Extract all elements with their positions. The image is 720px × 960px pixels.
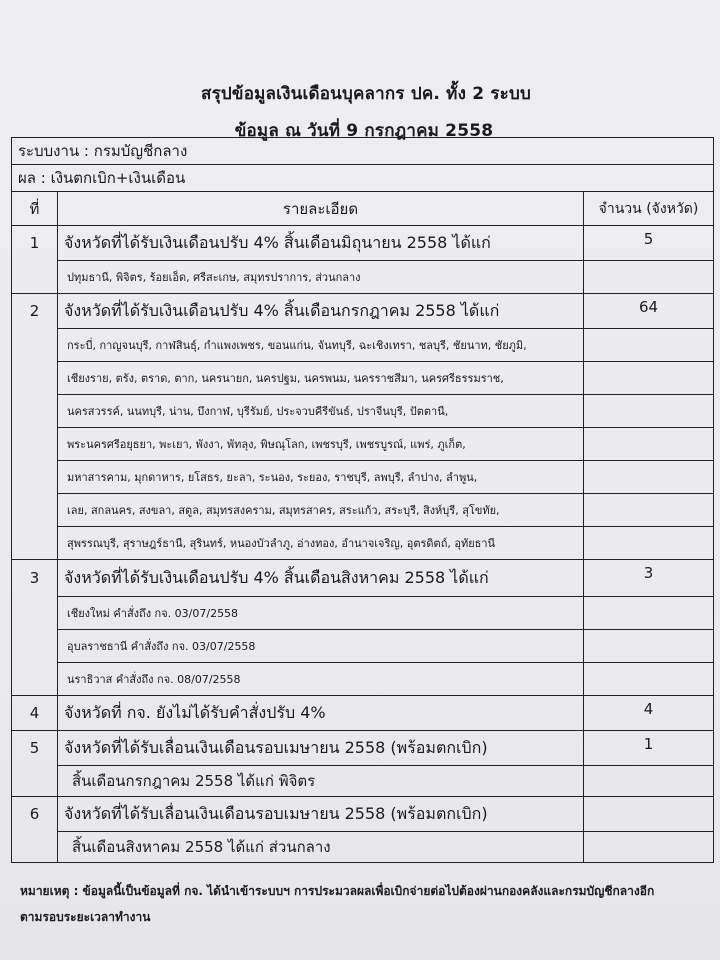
row-sub-detail: เชียงใหม่ คำสั่งถึง กจ. 03/07/2558: [58, 597, 584, 630]
row-sub-detail: สุพรรณบุรี, สุราษฎร์ธานี, สุรินทร์, หนองบัวลำภู, อ่างทอง, อำนาจเจริญ, อุตรดิตถ์, อุทัยธานี: [58, 527, 584, 560]
row-number-blank: [12, 527, 58, 560]
result-row: [12, 165, 714, 192]
row-detail: จังหวัดที่ได้รับเลื่อนเงินเดือนรอบเมษายน 2558 (พร้อมตกเบิก): [58, 797, 584, 832]
row-number-blank: [12, 395, 58, 428]
row-amount-blank: [584, 663, 714, 696]
row-sub-detail: กระบี่, กาญจนบุรี, กาฬสินธุ์, กำแพงเพชร, ขอนแก่น, จันทบุรี, ฉะเชิงเทรา, ชลบุรี, ชัยนาท, ชัยภูมิ,: [58, 329, 584, 362]
row-sub-detail: นราธิวาส คำสั่งถึง กจ. 08/07/2558: [58, 663, 584, 696]
table-row: [12, 560, 714, 597]
row-amount: 5: [584, 226, 714, 261]
row-amount-blank: [584, 428, 714, 461]
summary-table: [11, 137, 714, 863]
row-amount-blank: [584, 766, 714, 797]
row-amount-blank: [584, 261, 714, 294]
row-sub-detail: นครสวรรค์, นนทบุรี, น่าน, บึงกาฬ, บุรีรัมย์, ประจวบคีรีขันธ์, ปราจีนบุรี, ปัตตานี,: [58, 395, 584, 428]
row-number-blank: [12, 329, 58, 362]
row-detail: จังหวัดที่ได้รับเงินเดือนปรับ 4% สิ้นเดือนมิถุนายน 2558 ได้แก่: [58, 226, 584, 261]
table-subrow: [12, 527, 714, 560]
row-number-blank: [12, 832, 58, 863]
row-number-blank: [12, 630, 58, 663]
system-row: [12, 138, 714, 165]
row-amount-blank: [584, 461, 714, 494]
table-body: [12, 226, 714, 863]
row-number: 1: [12, 226, 58, 261]
row-number: 3: [12, 560, 58, 597]
table-subrow: [12, 261, 714, 294]
row-number-blank: [12, 461, 58, 494]
system-label: ระบบงาน : กรมบัญชีกลาง: [12, 138, 714, 165]
row-detail: จังหวัดที่ กจ. ยังไม่ได้รับคำสั่งปรับ 4%: [58, 696, 584, 731]
row-detail: จังหวัดที่ได้รับเลื่อนเงินเดือนรอบเมษายน 2558 (พร้อมตกเบิก): [58, 731, 584, 766]
table-subrow: [12, 494, 714, 527]
row-number-blank: [12, 428, 58, 461]
row-number: 5: [12, 731, 58, 766]
report-title: สรุปข้อมูลเงินเดือนบุคลากร ปค. ทั้ง 2 ระบบ: [201, 84, 531, 104]
row-amount-blank: [584, 329, 714, 362]
table-subrow: [12, 362, 714, 395]
row-amount: [584, 797, 714, 832]
row-number-blank: [12, 362, 58, 395]
table-header: [12, 192, 714, 226]
header-amount: จำนวน (จังหวัด): [584, 192, 714, 226]
result-label: ผล : เงินตกเบิก+เงินเดือน: [12, 165, 714, 192]
row-number-blank: [12, 663, 58, 696]
row-amount-blank: [584, 630, 714, 663]
row-amount: 1: [584, 731, 714, 766]
table-subrow: [12, 766, 714, 797]
row-number-blank: [12, 261, 58, 294]
row-amount: 4: [584, 696, 714, 731]
row-detail: จังหวัดที่ได้รับเงินเดือนปรับ 4% สิ้นเดือนสิงหาคม 2558 ได้แก่: [58, 560, 584, 597]
row-detail: จังหวัดที่ได้รับเงินเดือนปรับ 4% สิ้นเดือนกรกฎาคม 2558 ได้แก่: [58, 294, 584, 329]
footnote-line-2: ตามรอบระยะเวลาทำงาน: [20, 910, 151, 924]
table-subrow: [12, 832, 714, 863]
table-row: [12, 226, 714, 261]
row-amount-blank: [584, 832, 714, 863]
row-number-blank: [12, 597, 58, 630]
table-row: [12, 797, 714, 832]
table-subrow: [12, 663, 714, 696]
row-sub-detail: ปทุมธานี, พิจิตร, ร้อยเอ็ด, ศรีสะเกษ, สมุทรปราการ, ส่วนกลาง: [58, 261, 584, 294]
header-no: ที่: [12, 192, 58, 226]
table-subrow: [12, 461, 714, 494]
row-number: 2: [12, 294, 58, 329]
row-amount: 3: [584, 560, 714, 597]
table-subrow: [12, 630, 714, 663]
row-amount-blank: [584, 597, 714, 630]
table-subrow: [12, 428, 714, 461]
row-sub-detail: เชียงราย, ตรัง, ตราด, ตาก, นครนายก, นครปฐม, นครพนม, นครราชสีมา, นครศรีธรรมราช,: [58, 362, 584, 395]
footnote: [20, 878, 710, 930]
table-row: [12, 696, 714, 731]
header-detail: รายละเอียด: [58, 192, 584, 226]
row-amount-blank: [584, 494, 714, 527]
row-amount-blank: [584, 395, 714, 428]
row-number: 6: [12, 797, 58, 832]
table-row: [12, 731, 714, 766]
row-number-blank: [12, 766, 58, 797]
row-sub-detail: อุบลราชธานี คำสั่งถึง กจ. 03/07/2558: [58, 630, 584, 663]
table-row: [12, 294, 714, 329]
row-amount-blank: [584, 527, 714, 560]
table-subrow: [12, 597, 714, 630]
row-sub-detail: พระนครศรีอยุธยา, พะเยา, พังงา, พัทลุง, พิษณุโลก, เพชรบุรี, เพชรบูรณ์, แพร่, ภูเก็ต,: [58, 428, 584, 461]
row-sub-detail: มหาสารคาม, มุกดาหาร, ยโสธร, ยะลา, ระนอง, ระยอง, ราชบุรี, ลพบุรี, ลำปาง, ลำพูน,: [58, 461, 584, 494]
row-sub-detail: สิ้นเดือนสิงหาคม 2558 ได้แก่ ส่วนกลาง: [58, 832, 584, 863]
table-subrow: [12, 395, 714, 428]
report-date: ข้อมูล ณ วันที่ 9 กรกฎาคม 2558: [234, 121, 494, 141]
row-sub-detail: เลย, สกลนคร, สงขลา, สตูล, สมุทรสงคราม, สมุทรสาคร, สระแก้ว, สระบุรี, สิงห์บุรี, สุโขทัย,: [58, 494, 584, 527]
row-number-blank: [12, 494, 58, 527]
row-amount-blank: [584, 362, 714, 395]
table-subrow: [12, 329, 714, 362]
row-number: 4: [12, 696, 58, 731]
row-amount: 64: [584, 294, 714, 329]
row-sub-detail: สิ้นเดือนกรกฎาคม 2558 ได้แก่ พิจิตร: [58, 766, 584, 797]
footnote-line-1: หมายเหตุ : ข้อมูลนี้เป็นข้อมูลที่ กจ. ได้นำเข้าระบบฯ การประมวลผลเพื่อเบิกจ่ายต่อไปต้องผ่านกองคลังและกรมบัญชีกลางอีก: [20, 884, 655, 898]
